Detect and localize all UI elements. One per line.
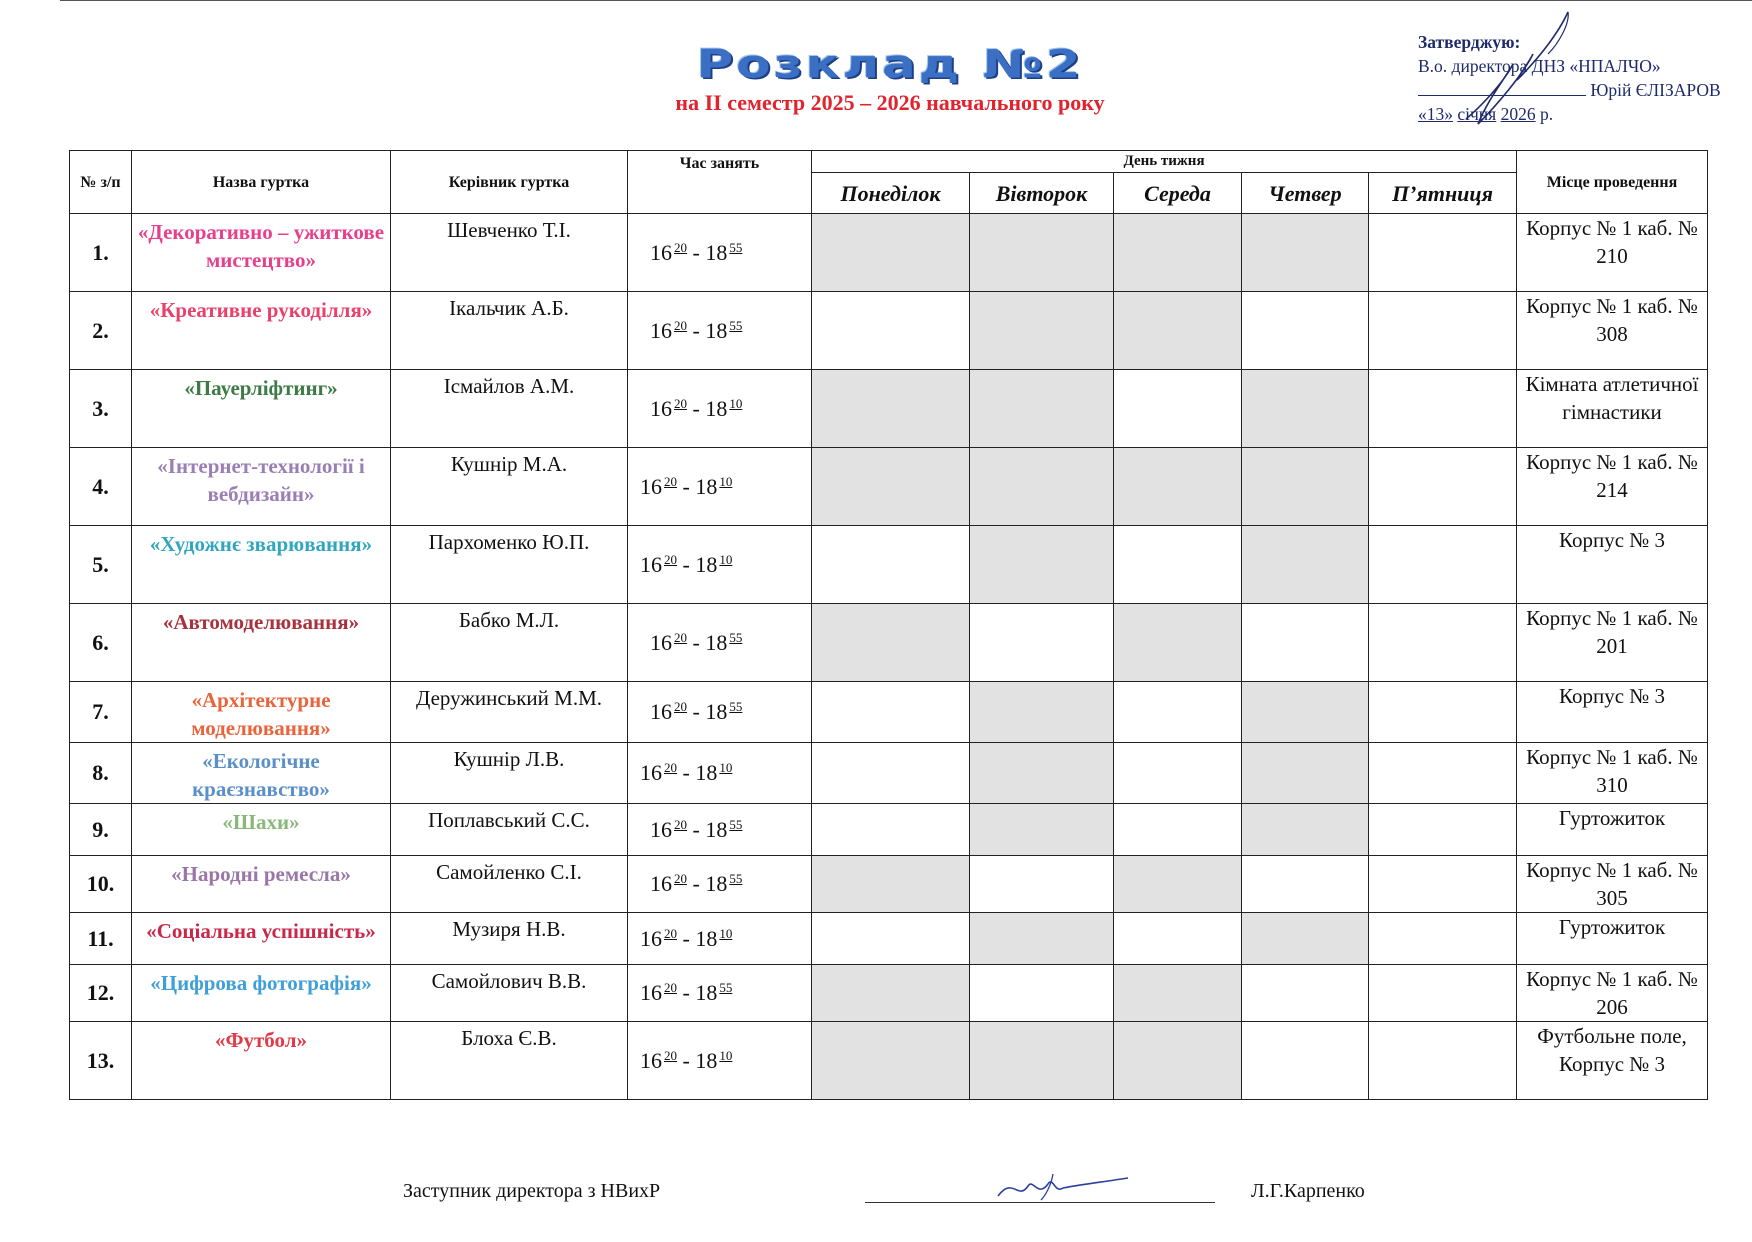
time-start-min: 20 [674, 239, 687, 255]
day-cell-scheduled [812, 1022, 970, 1100]
time-end-min: 55 [729, 317, 743, 333]
approval-position: В.о. директора ДНЗ «НПАЛЧО» [1418, 56, 1661, 76]
day-cell-empty [1369, 292, 1517, 370]
day-cell-scheduled [970, 804, 1114, 856]
time-end-hour: 18 [705, 317, 728, 343]
table-row [70, 604, 1708, 682]
time-end-min: 55 [729, 239, 743, 255]
day-cell-empty [1369, 1022, 1517, 1100]
class-time [628, 292, 812, 370]
day-cell-empty [970, 604, 1114, 682]
header-day: Середа [1114, 173, 1242, 214]
day-cell-empty [812, 292, 970, 370]
time-separator: - [677, 551, 696, 577]
class-time [628, 965, 812, 1022]
approval-month: січня [1457, 104, 1497, 124]
day-cell-empty [1369, 965, 1517, 1022]
day-cell-empty [812, 526, 970, 604]
day-cell-scheduled [1114, 292, 1242, 370]
time-separator: - [687, 395, 706, 421]
day-cell-scheduled [1242, 743, 1369, 804]
time-separator: - [677, 760, 696, 785]
day-cell-scheduled [812, 370, 970, 448]
club-name: «Художнє зварювання» [132, 526, 391, 604]
row-number: 5. [70, 526, 132, 604]
class-time [628, 743, 812, 804]
time-end-hour: 18 [705, 816, 728, 842]
row-number: 7. [70, 682, 132, 743]
time-end-hour: 18 [705, 239, 728, 265]
header-day: Понеділок [812, 173, 970, 214]
club-place: Корпус № 1 каб. № 310 [1517, 743, 1708, 804]
day-cell-empty [1369, 743, 1517, 804]
time-start-hour: 16 [650, 395, 672, 421]
class-time [628, 804, 812, 856]
club-leader: Бабко М.Л. [391, 604, 628, 682]
day-cell-scheduled [812, 448, 970, 526]
header-num: № з/п [70, 151, 132, 214]
approval-block [1418, 30, 1748, 126]
club-name: «Футбол» [132, 1022, 391, 1100]
club-place: Гуртожиток [1517, 913, 1708, 965]
club-leader: Ікальчик А.Б. [391, 292, 628, 370]
club-place: Футбольне поле, Корпус № 3 [1517, 1022, 1708, 1100]
table-row [70, 526, 1708, 604]
club-name: «Автомоделювання» [132, 604, 391, 682]
row-number: 10. [70, 856, 132, 913]
time-start-min: 20 [664, 980, 677, 995]
club-place: Корпус № 3 [1517, 682, 1708, 743]
time-start-min: 20 [664, 1047, 677, 1063]
time-start-hour: 16 [640, 925, 662, 951]
time-start-hour: 16 [640, 551, 662, 577]
club-name: «Соціальна успішність» [132, 913, 391, 965]
time-start-hour: 16 [640, 473, 662, 499]
day-cell-scheduled [1114, 1022, 1242, 1100]
row-number: 4. [70, 448, 132, 526]
approval-year: 2026 [1500, 104, 1536, 124]
day-cell-scheduled [1242, 370, 1369, 448]
day-cell-empty [812, 913, 970, 965]
header-time: Час занять [628, 151, 812, 214]
class-time [628, 526, 812, 604]
club-name: «Народні ремесла» [132, 856, 391, 913]
time-separator: - [687, 239, 706, 265]
club-leader: Блоха Є.В. [391, 1022, 628, 1100]
footer-position: Заступник директора з НВихР [403, 1180, 661, 1202]
time-end-hour: 18 [705, 395, 728, 421]
time-end-min: 55 [729, 699, 743, 714]
club-leader: Кушнір М.А. [391, 448, 628, 526]
time-end-min: 55 [729, 816, 743, 832]
day-cell-empty [1114, 913, 1242, 965]
time-end-hour: 18 [695, 473, 718, 499]
time-start-min: 20 [674, 816, 687, 832]
club-place: Гуртожиток [1517, 804, 1708, 856]
club-leader: Шевченко Т.І. [391, 214, 628, 292]
approval-day: «13» [1418, 104, 1453, 124]
day-cell-scheduled [970, 292, 1114, 370]
footer-name: Л.Г.Карпенко [1251, 1180, 1365, 1202]
club-leader: Музиря Н.В. [391, 913, 628, 965]
day-cell-scheduled [1242, 913, 1369, 965]
day-cell-empty [1369, 526, 1517, 604]
time-separator: - [687, 816, 706, 842]
day-cell-scheduled [1242, 526, 1369, 604]
day-cell-scheduled [970, 214, 1114, 292]
class-time [628, 448, 812, 526]
approval-blank [1418, 79, 1586, 96]
row-number: 9. [70, 804, 132, 856]
table-row [70, 214, 1708, 292]
club-leader: Самойлович В.В. [391, 965, 628, 1022]
time-end-min: 10 [719, 551, 733, 567]
time-end-min: 10 [719, 473, 733, 489]
day-cell-scheduled [970, 448, 1114, 526]
time-end-hour: 18 [695, 925, 718, 951]
document-subtitle: на ІІ семестр 2025 – 2026 навчального року [675, 90, 1105, 115]
club-name: «Декоративно – ужиткове мистецтво» [132, 214, 391, 292]
time-start-min: 20 [674, 871, 687, 886]
row-number: 1. [70, 214, 132, 292]
day-cell-empty [1242, 965, 1369, 1022]
day-cell-empty [812, 682, 970, 743]
day-cell-empty [1369, 448, 1517, 526]
table-row [70, 913, 1708, 965]
time-start-min: 20 [674, 395, 687, 411]
top-border-line [60, 0, 1752, 1]
document-title: Розклад №2 [696, 41, 1084, 87]
club-place: Кімната атлетичної гімнастики [1517, 370, 1708, 448]
club-place: Корпус № 1 каб. № 206 [1517, 965, 1708, 1022]
time-start-min: 20 [664, 473, 677, 489]
time-end-hour: 18 [695, 551, 718, 577]
header-leader: Керівник гуртка [391, 151, 628, 214]
time-end-min: 55 [729, 629, 743, 645]
day-cell-scheduled [812, 214, 970, 292]
day-cell-scheduled [970, 370, 1114, 448]
header-day: Четвер [1242, 173, 1369, 214]
time-start-hour: 16 [640, 760, 662, 785]
day-cell-empty [1242, 1022, 1369, 1100]
time-start-hour: 16 [650, 699, 672, 724]
club-leader: Пархоменко Ю.П. [391, 526, 628, 604]
time-start-hour: 16 [650, 629, 672, 655]
club-leader: Самойленко С.І. [391, 856, 628, 913]
club-place: Корпус № 1 каб. № 305 [1517, 856, 1708, 913]
time-end-hour: 18 [695, 1047, 718, 1073]
day-cell-scheduled [1242, 804, 1369, 856]
day-cell-empty [1369, 804, 1517, 856]
day-cell-empty [1114, 682, 1242, 743]
day-cell-empty [1114, 804, 1242, 856]
day-cell-empty [1242, 604, 1369, 682]
time-separator: - [677, 925, 696, 951]
day-cell-empty [1369, 370, 1517, 448]
day-cell-scheduled [970, 682, 1114, 743]
row-number: 3. [70, 370, 132, 448]
table-row [70, 965, 1708, 1022]
day-cell-empty [1242, 292, 1369, 370]
table-row [70, 292, 1708, 370]
header-week: День тижня [812, 151, 1517, 173]
time-separator: - [677, 980, 696, 1005]
club-name: «Цифрова фотографія» [132, 965, 391, 1022]
day-cell-scheduled [1242, 448, 1369, 526]
day-cell-empty [970, 856, 1114, 913]
day-cell-scheduled [970, 526, 1114, 604]
day-cell-scheduled [1114, 214, 1242, 292]
approval-date [1418, 102, 1748, 126]
time-separator: - [687, 871, 706, 896]
time-start-min: 20 [664, 925, 677, 941]
time-separator: - [687, 699, 706, 724]
time-end-hour: 18 [695, 760, 718, 785]
time-end-min: 55 [719, 980, 733, 995]
club-name: «Креативне рукоділля» [132, 292, 391, 370]
time-end-min: 10 [719, 760, 733, 775]
row-number: 11. [70, 913, 132, 965]
header-name: Назва гуртка [132, 151, 391, 214]
row-number: 6. [70, 604, 132, 682]
time-end-min: 55 [729, 871, 743, 886]
time-start-min: 20 [664, 760, 677, 775]
club-leader: Деружинський М.М. [391, 682, 628, 743]
row-number: 2. [70, 292, 132, 370]
time-end-min: 10 [729, 395, 743, 411]
day-cell-empty [970, 965, 1114, 1022]
day-cell-empty [1369, 856, 1517, 913]
day-cell-empty [1114, 370, 1242, 448]
table-row [70, 682, 1708, 743]
day-cell-scheduled [1114, 856, 1242, 913]
time-start-hour: 16 [640, 980, 662, 1005]
day-cell-scheduled [812, 856, 970, 913]
table-row [70, 856, 1708, 913]
class-time [628, 1022, 812, 1100]
time-end-min: 10 [719, 1047, 733, 1063]
schedule-table [69, 150, 1708, 1100]
table-row [70, 804, 1708, 856]
time-start-hour: 16 [650, 239, 672, 265]
club-leader: Кушнір Л.В. [391, 743, 628, 804]
class-time [628, 604, 812, 682]
club-name: «Екологічне краєзнавство» [132, 743, 391, 804]
row-number: 8. [70, 743, 132, 804]
table-row [70, 1022, 1708, 1100]
time-end-hour: 18 [695, 980, 718, 1005]
time-start-min: 20 [664, 551, 677, 567]
time-start-hour: 16 [650, 816, 672, 842]
time-start-min: 20 [674, 699, 687, 714]
day-cell-empty [1114, 526, 1242, 604]
day-cell-empty [1369, 214, 1517, 292]
club-name: «Архітектурне моделювання» [132, 682, 391, 743]
time-end-hour: 18 [705, 871, 728, 896]
day-cell-scheduled [970, 743, 1114, 804]
day-cell-scheduled [1242, 214, 1369, 292]
club-place: Корпус № 3 [1517, 526, 1708, 604]
time-start-min: 20 [674, 629, 687, 645]
day-cell-empty [1369, 604, 1517, 682]
table-row [70, 448, 1708, 526]
time-start-hour: 16 [650, 871, 672, 896]
time-start-hour: 16 [640, 1047, 662, 1073]
class-time [628, 214, 812, 292]
header-day: П’ятниця [1369, 173, 1517, 214]
time-end-hour: 18 [705, 629, 728, 655]
class-time [628, 370, 812, 448]
approval-label: Затверджую: [1418, 32, 1521, 52]
day-cell-empty [1242, 856, 1369, 913]
row-number: 12. [70, 965, 132, 1022]
club-place: Корпус № 1 каб. № 214 [1517, 448, 1708, 526]
approval-name: Юрій ЄЛІЗАРОВ [1590, 80, 1721, 100]
time-separator: - [687, 317, 706, 343]
time-start-hour: 16 [650, 317, 672, 343]
club-name: «Пауерліфтинг» [132, 370, 391, 448]
time-start-min: 20 [674, 317, 687, 333]
day-cell-scheduled [1114, 448, 1242, 526]
club-place: Корпус № 1 каб. № 308 [1517, 292, 1708, 370]
class-time [628, 682, 812, 743]
class-time [628, 856, 812, 913]
day-cell-empty [1369, 913, 1517, 965]
deputy-signature [993, 1166, 1133, 1206]
day-cell-scheduled [970, 1022, 1114, 1100]
day-cell-scheduled [1114, 965, 1242, 1022]
club-name: «Шахи» [132, 804, 391, 856]
club-leader: Ісмайлов А.М. [391, 370, 628, 448]
time-end-hour: 18 [705, 699, 728, 724]
club-leader: Поплавський С.С. [391, 804, 628, 856]
day-cell-empty [812, 804, 970, 856]
header-day: Вівторок [970, 173, 1114, 214]
class-time [628, 913, 812, 965]
day-cell-scheduled [812, 965, 970, 1022]
day-cell-empty [1369, 682, 1517, 743]
time-separator: - [687, 629, 706, 655]
day-cell-empty [812, 743, 970, 804]
time-separator: - [677, 473, 696, 499]
club-place: Корпус № 1 каб. № 201 [1517, 604, 1708, 682]
club-place: Корпус № 1 каб. № 210 [1517, 214, 1708, 292]
time-end-min: 10 [719, 925, 733, 941]
table-row [70, 743, 1708, 804]
day-cell-scheduled [1114, 604, 1242, 682]
club-name: «Інтернет-технології і вебдизайн» [132, 448, 391, 526]
time-separator: - [677, 1047, 696, 1073]
document-title-block [590, 38, 1190, 116]
table-row [70, 370, 1708, 448]
day-cell-scheduled [1242, 682, 1369, 743]
day-cell-scheduled [970, 913, 1114, 965]
header-place: Місце проведення [1517, 151, 1708, 214]
day-cell-empty [1114, 743, 1242, 804]
approval-signature-line [1418, 78, 1748, 102]
day-cell-scheduled [812, 604, 970, 682]
row-number: 13. [70, 1022, 132, 1100]
approval-year-suffix: р. [1539, 104, 1554, 124]
